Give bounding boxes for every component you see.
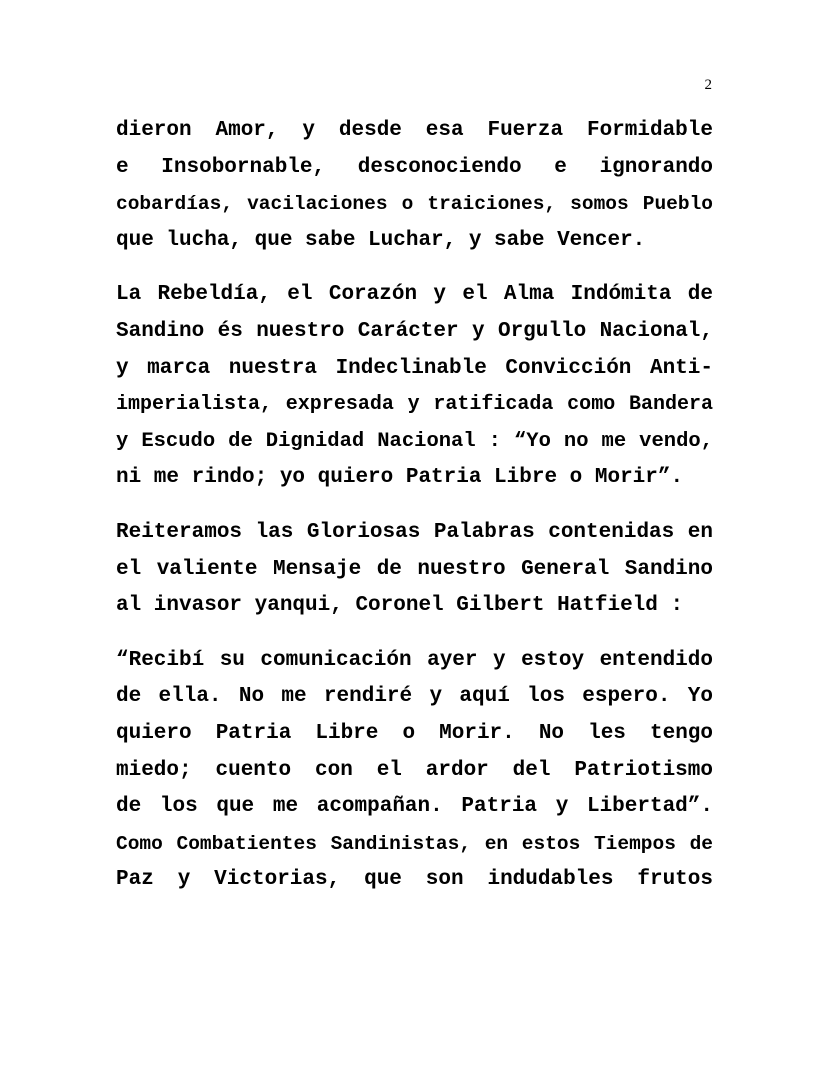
text-line: dieron Amor, y desde esa Fuerza Formidable [116,119,713,142]
document-body [116,113,713,899]
text-line: Paz y Victorias, que son indudables frutos [116,868,713,892]
paragraph-1 [116,113,713,259]
text-line: cobardías, vacilaciones o traiciones, somos Pueblo [116,193,713,216]
text-line: quiero Patria Libre o Morir. No les tengo [116,721,713,745]
text-line: miedo; cuento con el ardor del Patriotismo [116,758,713,782]
text-line: y marca nuestra Indeclinable Convicción Anti- [116,356,713,380]
text-line: el valiente Mensaje de nuestro General Sandino [116,557,713,581]
text-line: Como Combatientes Sandinistas, en estos Tiempos de [116,832,713,855]
text-line: Sandino és nuestro Carácter y Orgullo Nacional, [116,319,713,343]
paragraph-3 [116,515,713,625]
paragraph-4 [116,643,713,899]
paragraph-2 [116,277,713,497]
text-line: de los que me acompañan. Patria y Libertad”. [116,795,713,819]
text-line: de ella. No me rendiré y aquí los espero. Yo [116,685,713,709]
text-line: imperialista, expresada y ratificada como Bandera [116,393,713,417]
text-line: y Escudo de Dignidad Nacional : “Yo no me vendo, [116,429,713,453]
text-line: al invasor yanqui, Coronel Gilbert Hatfield : [116,594,684,618]
text-line: e Insobornable, desconociendo e ignorando [116,155,713,179]
text-line: Reiteramos las Gloriosas Palabras contenidas en [116,520,713,544]
text-line: La Rebeldía, el Corazón y el Alma Indómita de [116,283,713,307]
text-line: ni me rindo; yo quiero Patria Libre o Morir”. [116,466,684,490]
page-number: 2 [704,77,712,93]
text-line: que lucha, que sabe Luchar, y sabe Vencer. [116,228,646,252]
text-line: “Recibí su comunicación ayer y estoy entendido [116,648,713,672]
